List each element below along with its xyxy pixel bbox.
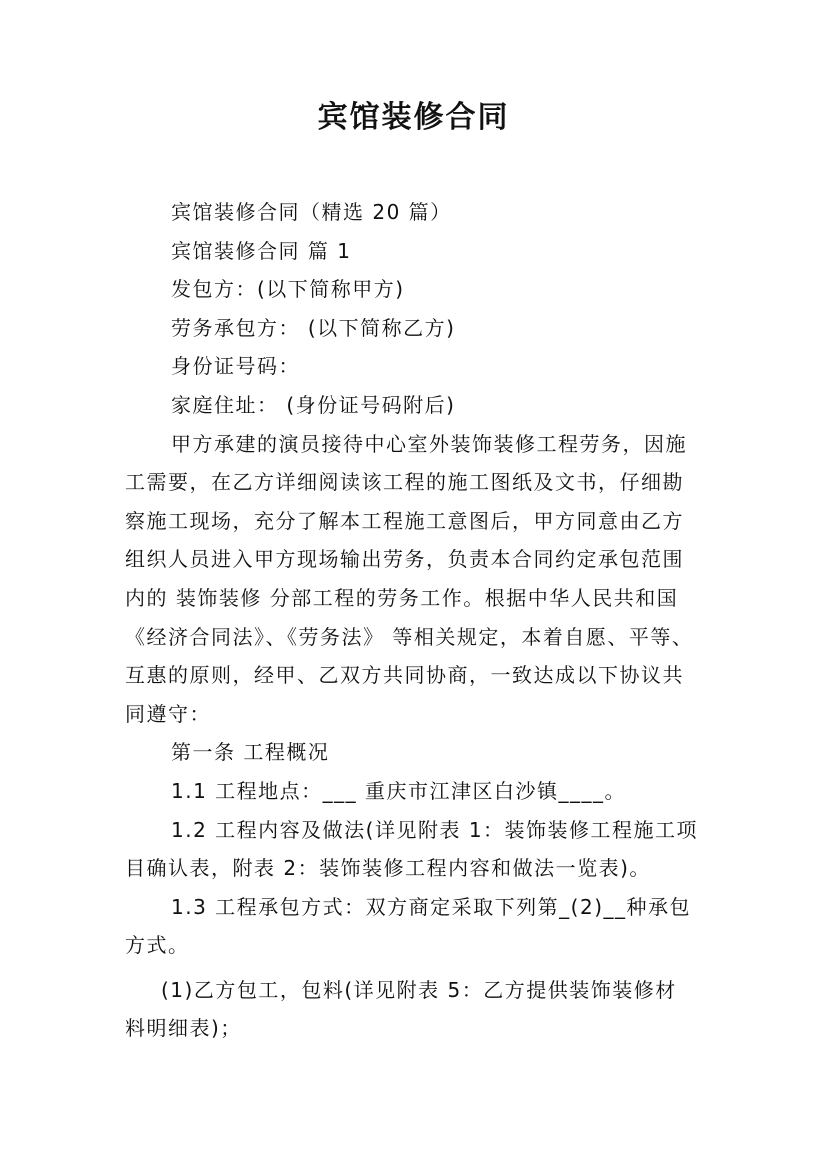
option-1-continued: 料明细表)； (125, 1016, 242, 1041)
paragraph-preamble-line: 工需要，在乙方详细阅读该工程的施工图纸及文书，仔细勘 (125, 470, 684, 495)
article-heading: 第一条 工程概况 (171, 740, 330, 765)
paragraph-preamble-line: 同遵守： (125, 701, 211, 726)
paragraph-contractor: 劳务承包方： (以下简称乙方) (171, 315, 456, 340)
document-body (125, 193, 705, 1048)
clause-1-2-continued: 目确认表，附表 2：装饰装修工程内容和做法一览表)。 (125, 856, 651, 881)
paragraph-preamble-line: 《经济合同法》、《劳务法》 等相关规定，本着自愿、平等、 (125, 624, 694, 649)
document-title: 宾馆装修合同 (317, 100, 510, 135)
paragraph-issuer: 发包方：(以下简称甲方) (171, 277, 405, 302)
paragraph-id-number: 身份证号码： (171, 354, 300, 379)
option-1: (1)乙方包工，包料(详见附表 5：乙方提供装饰装修材 (161, 977, 677, 1002)
paragraph-subtitle: 宾馆装修合同（精选 20 篇） (171, 200, 452, 224)
paragraph-home-address: 家庭住址： (身份证号码附后) (171, 392, 456, 417)
clause-1-1: 1.1 工程地点：___ 重庆市江津区白沙镇____。 (171, 778, 627, 803)
paragraph-preamble-line: 甲方承建的演员接待中心室外装饰装修工程劳务，因施 (171, 431, 687, 456)
paragraph-preamble-line: 察施工现场，充分了解本工程施工意图后，甲方同意由乙方 (125, 508, 684, 533)
paragraph-section-heading: 宾馆装修合同 篇 1 (171, 238, 352, 263)
clause-1-3: 1.3 工程承包方式：双方商定采取下列第_(2)__种承包 (171, 894, 691, 919)
paragraph-preamble-line: 内的 装饰装修 分部工程的劳务工作。根据中华人民共和国 (125, 585, 679, 610)
clause-1-3-continued: 方式。 (125, 933, 190, 958)
paragraph-preamble-line: 组织人员进入甲方现场输出劳务，负责本合同约定承包范围 (125, 547, 684, 572)
clause-1-2: 1.2 工程内容及做法(详见附表 1：装饰装修工程施工项 (171, 817, 699, 842)
paragraph-preamble-line: 互惠的原则，经甲、乙双方共同协商，一致达成以下协议共 (125, 663, 684, 688)
